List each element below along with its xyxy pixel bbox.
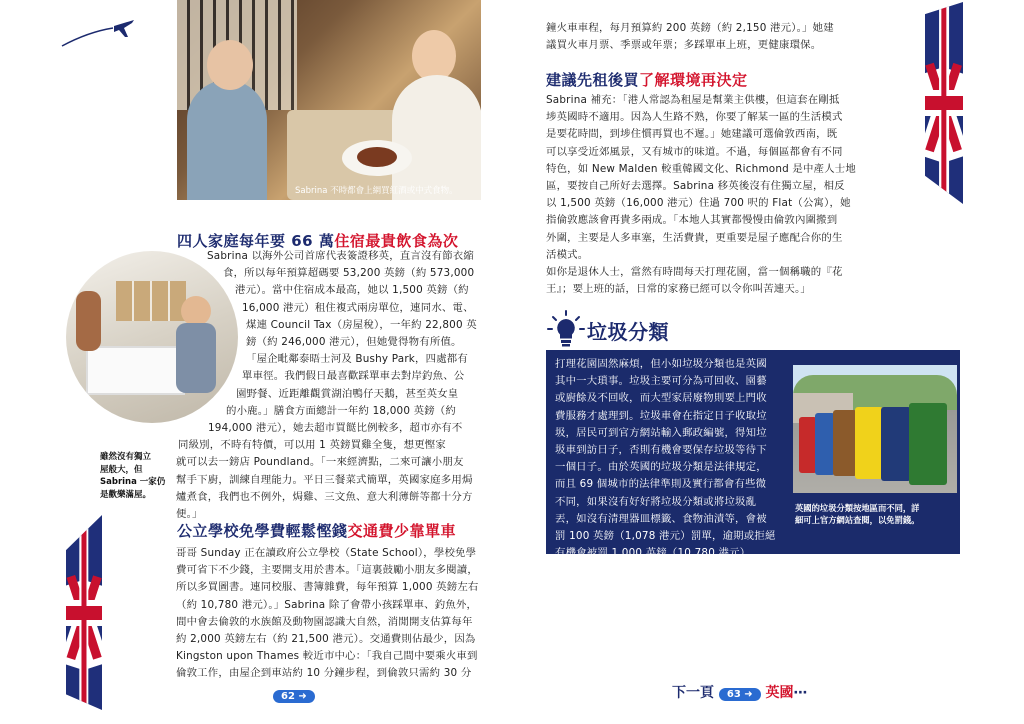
page-footer-right [672,682,808,702]
text-line: 鐘火車車程，每月預算約 200 英鎊（約 2,150 港元）。」她建 [546,22,834,34]
text-line: 外圍，主要是人多車塞，生活費貴，更重要是屋子應配合你的生 [546,231,843,244]
text-line: 就可以去一鎊店 Poundland。「一來經濟點，二來可讓小朋友 [176,456,464,469]
text-line: 間中會去倫敦的水族館及動物園認識大自然，消閒開支估算每年 [176,615,473,628]
heading-part-navy: 四人家庭每年要 66 萬 [177,232,335,250]
text-line: 圾，居民可到官方網站輸入郵政編號，得知垃 [555,426,767,439]
caption-line: 細可上官方網站查閱，以免罰錢。 [795,515,920,525]
caption-line: Sabrina 一家仍 [100,477,166,487]
arrow-right-icon: ➜ [744,689,753,700]
text-line: 丟，如沒有清理器皿標籤、食物油漬等，會被 [555,512,767,525]
text-line: 指倫敦應該會再貴多兩成。「本地人其實都慢慢由倫敦內圍搬到 [546,214,838,227]
text-line: 以 1,500 英鎊（16,000 港元）住過 700 呎的 Flat（公寓），她 [546,197,851,210]
caption-line: 雖然沒有獨立 [100,452,152,462]
text-line: 王』；要上班的話，日常的家務已經可以令你叫苦連天。」 [546,283,811,296]
text-line: 園野餐、近距離觀賞湖泊鴨仔天鵝，甚至英女皇 [236,387,459,400]
text-line: 單車徑。我們假日最喜歡踩單車去對岸釣魚、公 [242,370,465,383]
green-bin [909,403,947,485]
text-line: 如你是退休人士，當然有時間每天打理花園，當一個稱職的『花 [546,266,843,279]
blue-bin [815,413,835,475]
recycling-text [555,356,790,562]
intro-text [546,20,866,54]
text-line: Sabrina 以海外公司首席代表簽證移英，直言沒有節衣縮 [207,250,474,262]
text-line: 其中一大瑣事。垃圾主要可分為可回收、園藝 [555,375,767,388]
section3-text [546,92,866,298]
text-line: 費服務才處理到。垃圾車會在指定日子收取垃 [555,409,767,422]
text-line: 而且 69 個城市的法律準則及實行都會有些微 [555,478,767,491]
heading-part-navy: 公立學校免學費輕鬆慳錢 [177,522,348,540]
heading-part-red: 住宿最貴飲食為次 [334,232,459,250]
text-line: 所以多買圖書。連同校服、書簿雜費，每年預算 1,000 英鎊左右 [176,581,479,594]
section2-text [176,545,481,683]
text-line: 有機會被罰 1,000 英鎊（10,780 港元）。 [555,547,756,560]
union-jack-flag [66,515,102,710]
family-dinner-photo [177,0,481,200]
yellow-bin [855,407,883,479]
text-line: 費可省下不少錢，主要開支用於書本。「這裏鼓勵小朋友多閱讀， [176,564,478,577]
text-line: 194,000 港元），她去超市買餸比例較多，超市亦有不 [208,422,463,435]
heading-part-red: 了解環境再決定 [639,71,748,89]
text-line: 幫手下廚，訓練自理能力。平日三餐菜式簡單，英國家庭多用焗 [176,473,473,486]
section1-text [0,248,480,523]
text-line: 「屋企毗鄰泰晤士河及 Bushy Park，四處都有 [246,353,468,366]
brown-bin [833,410,857,476]
text-line: 16,000 港元）租住複式兩房單位，連同水、電、 [242,301,474,314]
bins-photo-caption [795,502,919,526]
text-line: Kingston upon Thames 較近市中心：「我自己間中要乘火車到 [176,650,478,663]
text-line: 可以享受近郊風景，又有城市的味道。不過，每個區都會有不同 [546,145,843,158]
arrow-right-icon: ➜ [298,691,307,702]
text-line: 特色，如 New Malden 較重韓國文化、Richmond 是中產人士地 [546,162,856,175]
text-line: Sabrina 補充：「港人常認為租屋是幫業主供樓，但這套在剛抵 [546,94,840,106]
text-line: 便。」 [176,508,203,521]
text-line: 鎊（約 246,000 港元），但她覺得物有所值。 [246,336,462,349]
text-line: 埗英國時不適用。因為人生路不熟，你要了解某一區的生活模式 [546,111,843,124]
text-line: 是要花時間，到埗住慣再買也不遲。」她建議可選倫敦西南，既 [546,128,838,141]
text-line: 倫敦工作，由屋企到車站約 10 分鐘步程，到倫敦只需約 30 分 [176,667,472,680]
text-line: 圾車到訪日子，否則有機會要保存垃圾等待下 [555,444,767,457]
next-page-label: 下一頁 [672,685,714,701]
caption-line: 英國的垃圾分類按地區而不同，詳 [795,503,920,513]
text-line: 哥哥 Sunday 正在讀政府公立學校（State School），學校免學 [176,547,477,559]
text-line: 一個日子。由於英國的垃圾分類是法律規定， [555,461,767,474]
text-line: 煤連 Council Tax（房屋稅），一年約 22,800 英 [246,318,477,331]
photo-caption: Sabrina 不時都會上網買紅酒或中式食物。 [295,186,458,196]
text-line: 約 2,000 英鎊左右（約 21,500 港元）。交通費則佔最少，因為 [176,633,476,646]
recycling-info-box [546,350,960,560]
recycling-bins-photo [793,365,957,493]
text-line: （約 10,780 港元）。」Sabrina 除了會帶小孩踩單車、釣魚外， [176,598,478,611]
ellipsis: ⋯ [793,685,808,701]
heading-part-red: 交通費少靠單車 [347,522,457,540]
text-line: 打理花園固然麻煩，但小如垃圾分類也是英國 [555,358,767,370]
text-line: 或廚餘及不回收，而大型家居廢物則要上門收 [555,392,767,405]
next-country-label: 英國 [765,685,794,701]
caption-line: 是歡樂滿屋。 [100,489,152,500]
blue-bin [881,407,911,481]
heading-part-navy: 建議先租後買 [546,71,640,89]
page-number-left: 62 ➜ [273,684,315,703]
union-jack-flag [925,2,963,204]
text-line: 同級別，不時有特價，可以用 1 英鎊買雞全隻，想更慳家 [178,439,446,452]
section-heading-rent [546,69,748,90]
lightbulb-icon [546,309,586,349]
text-line: 不同，如果沒有好好將垃圾分類或將垃圾亂 [555,495,757,508]
text-line: 的小鹿。」膳食方面總計一年約 18,000 英鎊（約 [226,404,456,417]
caption-line: 屋般大，但 [100,464,143,475]
text-line: 罰 100 英鎊（1,078 港元）罰單，逾期或拒絕 [555,530,776,543]
text-line: 區，要按自己所好去選擇。Sabrina 移英後沒有住獨立屋，相反 [546,180,845,193]
airplane-icon [58,10,138,50]
section-heading-school [177,520,456,541]
text-line: 議買火車月票、季票或年票；多踩單車上班，更健康環保。 [546,39,822,52]
text-line: 爐煮食，我們也不例外，焗雞、三文魚、意大利薄餅等都十分方 [176,490,473,503]
section-heading-recycling: 垃圾分類 [587,320,669,344]
text-line: 港元）。當中住宿成本最高，她以 1,500 英鎊（約 [235,284,469,297]
text-line: 食，所以每年預算超碼要 53,200 英鎊（約 573,000 [223,267,475,280]
page-number-right: 63 ➜ [719,688,761,701]
kids-photo-caption [100,451,170,501]
text-line: 活模式。 [546,248,589,261]
